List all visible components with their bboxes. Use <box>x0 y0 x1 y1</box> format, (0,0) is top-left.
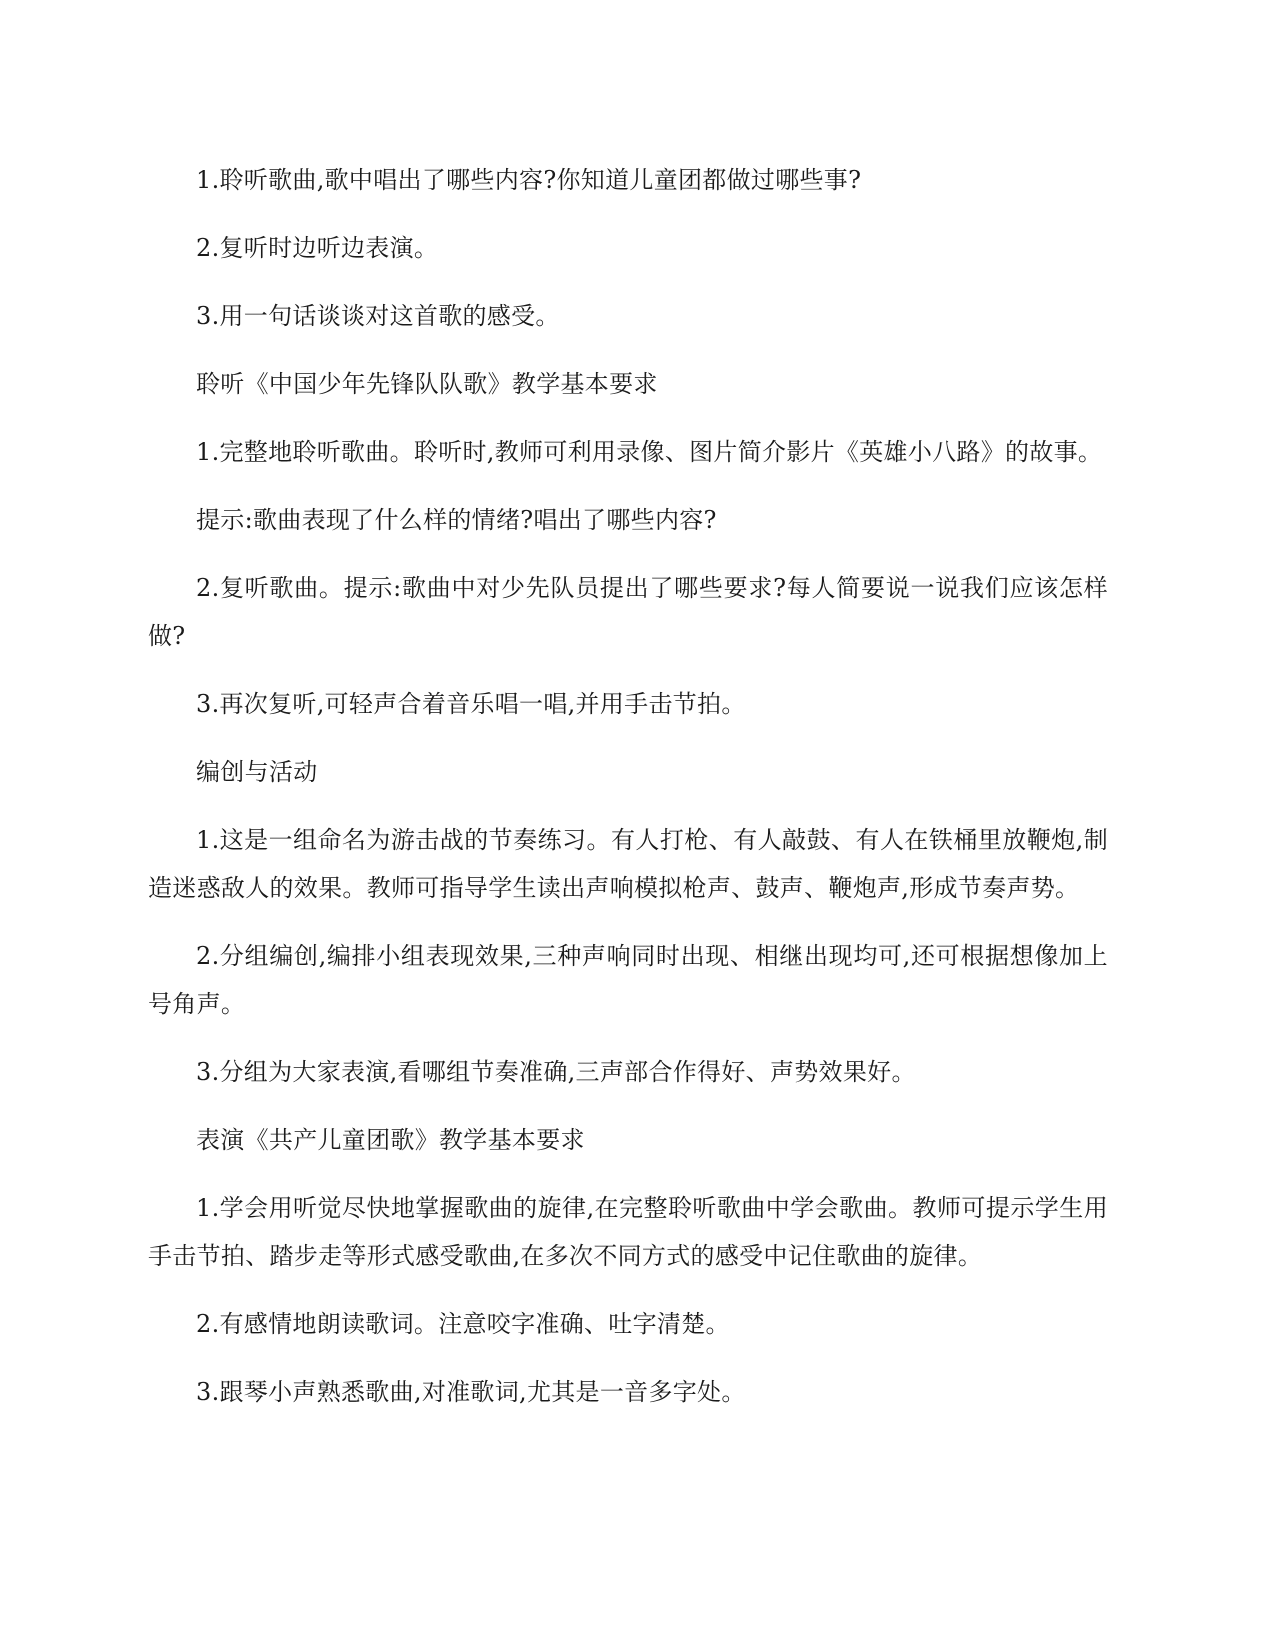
section-heading-children-song: 表演《共产儿童团歌》教学基本要求 <box>196 1126 585 1154</box>
paragraph-sing-along: 3.再次复听,可轻声合着音乐唱一唱,并用手击节拍。 <box>196 690 746 718</box>
paragraph-rhythm-exercise: 1.这是一组命名为游击战的节奏练习。有人打枪、有人敲鼓、有人在铁桶里放鞭炮,制造迷惑敌人的效果。教师可指导学生读出声响模拟枪声、鼓声、鞭炮声,形成节奏声势。 <box>148 826 1108 902</box>
section-heading-pioneer-song: 聆听《中国少年先锋队队歌》教学基本要求 <box>196 370 658 398</box>
paragraph-piano-practice: 3.跟琴小声熟悉歌曲,对准歌词,尤其是一音多字处。 <box>196 1378 746 1406</box>
document-body <box>148 156 1108 1416</box>
paragraph-hint: 提示:歌曲表现了什么样的情绪?唱出了哪些内容? <box>196 506 717 534</box>
section-heading-create-activity: 编创与活动 <box>196 758 318 786</box>
paragraph-listen-question: 1.聆听歌曲,歌中唱出了哪些内容?你知道儿童团都做过哪些事? <box>196 166 862 194</box>
paragraph-relisten: 2.复听歌曲。提示:歌曲中对少先队员提出了哪些要求?每人简要说一说我们应该怎样做? <box>148 574 1108 650</box>
paragraph-group-perform: 3.分组为大家表演,看哪组节奏准确,三声部合作得好、声势效果好。 <box>196 1058 916 1086</box>
paragraph-learn-melody: 1.学会用听觉尽快地掌握歌曲的旋律,在完整聆听歌曲中学会歌曲。教师可提示学生用手击节拍、踏步走等形式感受歌曲,在多次不同方式的感受中记住歌曲的旋律。 <box>148 1194 1108 1270</box>
paragraph-replay-perform: 2.复听时边听边表演。 <box>196 234 439 262</box>
paragraph-full-listen: 1.完整地聆听歌曲。聆听时,教师可利用录像、图片简介影片《英雄小八路》的故事。 <box>196 438 1103 466</box>
paragraph-group-create: 2.分组编创,编排小组表现效果,三种声响同时出现、相继出现均可,还可根据想像加上号角声。 <box>148 942 1108 1018</box>
paragraph-feeling: 3.用一句话谈谈对这首歌的感受。 <box>196 302 560 330</box>
paragraph-read-lyrics: 2.有感情地朗读歌词。注意咬字准确、吐字清楚。 <box>196 1310 730 1338</box>
